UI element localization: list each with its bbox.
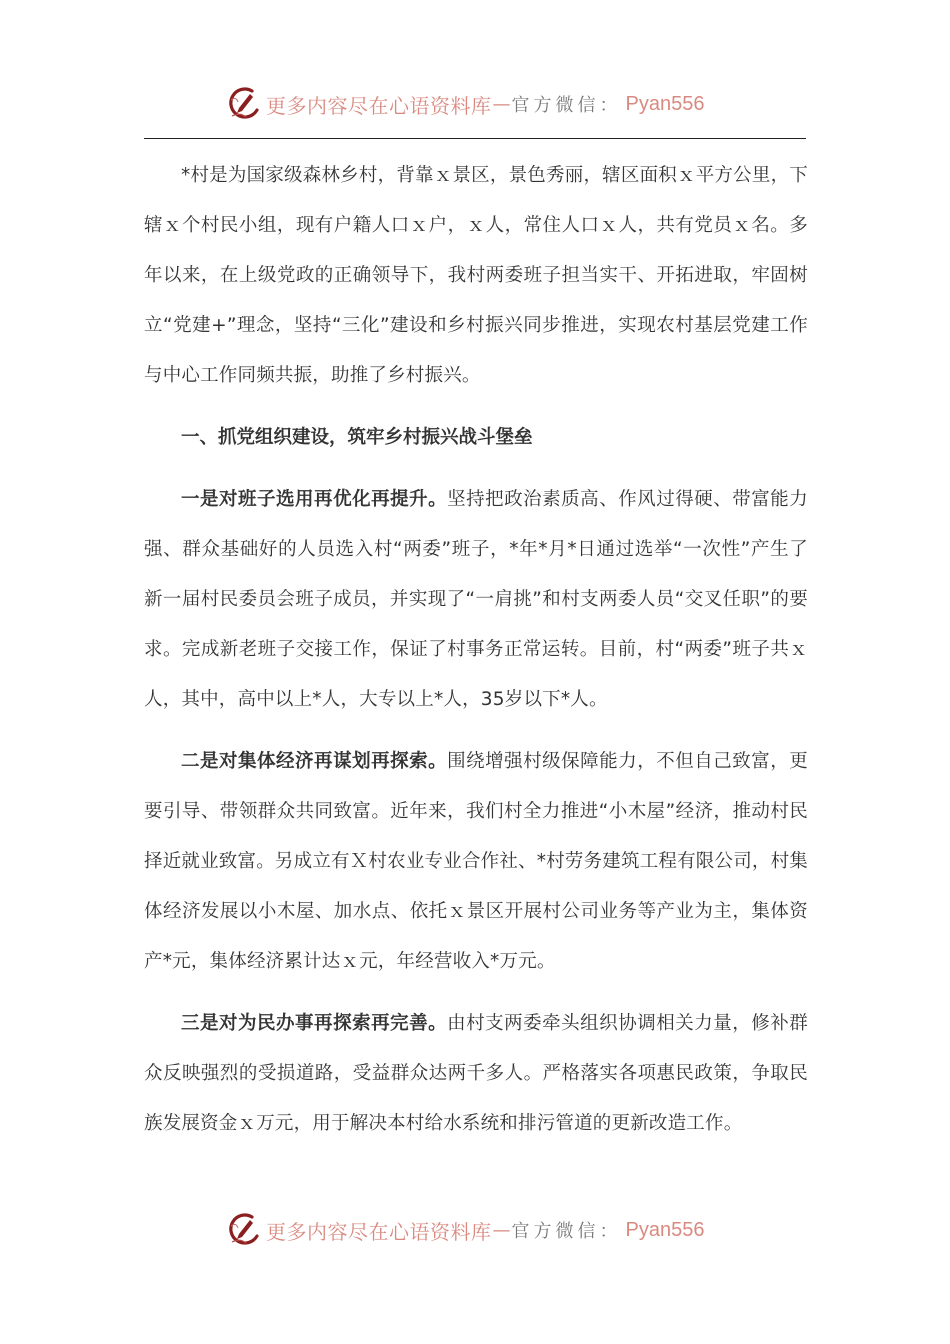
promo-text: 更多内容尽在心语资料库 — [266, 93, 492, 118]
item-paragraph-1 — [144, 475, 808, 725]
item-paragraph-2 — [144, 737, 808, 987]
footer-banner — [226, 1208, 704, 1252]
wechat-id: Pyan556 — [625, 92, 705, 115]
quill-pen-logo-icon — [226, 86, 262, 122]
item-body-1: 坚持把政治素质高、作风过得硬、带富能力强、群众基础好的人员选入村“两委”班子，*年*月*日通过选举“一次性”产生了新一届村民委员会班子成员，并实现了“一肩挑”和村支两委人员“交叉任职”的要求。完成新老班子交接工作，保证了村事务正常运转。目前，村“两委”班子共ｘ人，其中，高中以上*人，大专以上*人，35岁以下*人。 — [144, 489, 808, 710]
promo-text: 更多内容尽在心语资料库 — [266, 1219, 492, 1244]
section-heading: 一、抓党组织建设，筑牢乡村振兴战斗堡垒 — [181, 427, 533, 448]
wechat-label: 官方微信： — [511, 1221, 622, 1242]
banner-separator: — — [492, 1219, 511, 1241]
document-body — [144, 151, 808, 1149]
item-lead-2: 二是对集体经济再谋划再探索。 — [181, 751, 448, 772]
item-body-2: 围绕增强村级保障能力，不但自己致富，更要引导、带领群众共同致富。近年来，我们村全力推进“小木屋”经济，推动村民择近就业致富。另成立有Ｘ村农业专业合作社、*村劳务建筑工程有限公司，村集体经济发展以小木屋、加水点、依托ｘ景区开展村公司业务等产业为主，集体资产*元，集体经济累计达ｘ元，年经营收入*万元。 — [144, 751, 808, 972]
intro-paragraph: *村是为国家级森林乡村，背靠ｘ景区，景色秀丽，辖区面积ｘ平方公里，下辖ｘ个村民小组，现有户籍人口ｘ户，ｘ人，常住人口ｘ人，共有党员ｘ名。多年以来，在上级党政的正确领导下，我村两委班子担当实干、开拓进取，牢固树立“党建+”理念，坚持“三化”建设和乡村振兴同步推进，实现农村基层党建工作与中心工作同频共振，助推了乡村振兴。 — [144, 165, 808, 386]
item-body-3: 由村支两委牵头组织协调相关力量，修补群众反映强烈的受损道路，受益群众达两千多人。严格落实各项惠民政策，争取民族发展资金ｘ万元，用于解决本村给水系统和排污管道的更新改造工作。 — [144, 1013, 808, 1134]
item-paragraph-3 — [144, 999, 808, 1149]
wechat-id: Pyan556 — [625, 1218, 705, 1241]
item-lead-3: 三是对为民办事再探索再完善。 — [181, 1013, 448, 1034]
header-divider — [144, 138, 806, 139]
banner-separator: — — [492, 93, 511, 115]
item-lead-1: 一是对班子选用再优化再提升。 — [181, 489, 448, 510]
quill-pen-logo-icon — [226, 1212, 262, 1248]
wechat-label: 官方微信： — [511, 95, 622, 116]
header-banner — [226, 82, 704, 126]
